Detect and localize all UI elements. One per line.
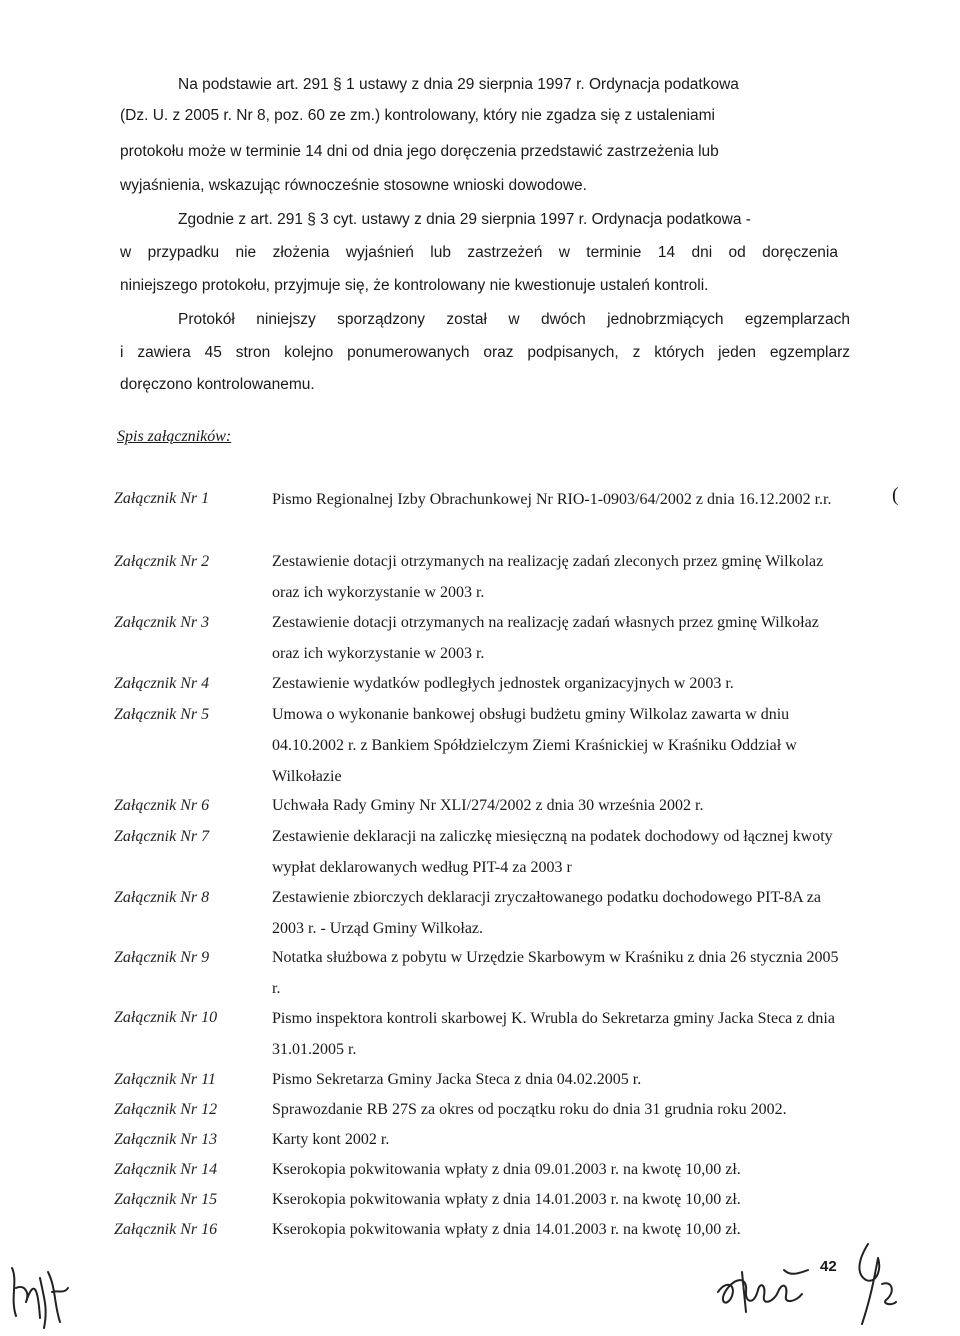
attachment-label: Załącznik Nr 13	[114, 1131, 218, 1148]
attachment-description: Pismo Sekretarza Gminy Jacka Steca z dnia 04.02.2005 r.	[272, 1071, 642, 1088]
attachment-label: Załącznik Nr 15	[114, 1191, 218, 1208]
attachment-label: Załącznik Nr 1	[114, 490, 210, 507]
text-line: doręczono kontrolowanemu.	[120, 376, 315, 393]
attachment-description: Kserokopia pokwitowania wpłaty z dnia 14.01.2003 r. na kwotę 10,00 zł.	[272, 1221, 741, 1238]
attachments-heading: Spis załączników:	[117, 428, 232, 445]
attachment-label: Załącznik Nr 16	[114, 1221, 218, 1238]
text-line: Zgodnie z art. 291 § 3 cyt. ustawy z dnia 29 sierpnia 1997 r. Ordynacja podatkowa -	[178, 211, 751, 228]
attachment-description: Zestawienie zbiorczych deklaracji zryczałtowanego podatku dochodowego PIT-8A za 2003 r. - Urząd Gminy Wilkołaz.	[272, 889, 821, 937]
text-line: i zawiera 45 stron kolejno ponumerowanych oraz podpisanych, z których jeden egzemplarz	[120, 344, 850, 361]
signature-middle	[712, 1262, 822, 1318]
attachment-description: Zestawienie dotacji otrzymanych na realizację zadań własnych przez gminę Wilkołaz oraz ich wykorzystanie w 2003 r.	[272, 614, 819, 662]
margin-mark: (	[892, 484, 899, 506]
attachment-description: Umowa o wykonanie bankowej obsługi budżetu gminy Wilkolaz zawarta w dniu 04.10.2002 r. z Bankiem Spółdzielczym Ziemi Kraśnickiej w Kraśniku Oddział w Wilkołazie	[272, 706, 797, 785]
attachment-description: Pismo Regionalnej Izby Obrachunkowej Nr RIO-1-0903/64/2002 z dnia 16.12.2002 r.r.	[272, 491, 832, 508]
attachment-description: Kserokopia pokwitowania wpłaty z dnia 09.01.2003 r. na kwotę 10,00 zł.	[272, 1161, 741, 1178]
attachment-label: Załącznik Nr 14	[114, 1161, 218, 1178]
attachment-description: Zestawienie deklaracji na zaliczkę miesięczną na podatek dochodowy od łącznej kwoty wypłat deklarowanych według PIT-4 za 2003 r	[272, 828, 833, 876]
page-number: 42	[820, 1258, 837, 1275]
attachment-label: Załącznik Nr 2	[114, 553, 210, 570]
attachment-label: Załącznik Nr 4	[114, 675, 210, 692]
attachment-label: Załącznik Nr 3	[114, 614, 210, 631]
text-line: wyjaśnienia, wskazując równocześnie stosowne wnioski dowodowe.	[120, 177, 587, 194]
signature-right	[848, 1240, 900, 1330]
text-line: protokołu może w terminie 14 dni od dnia jego doręczenia przedstawić zastrzeżenia lub	[120, 143, 719, 160]
attachment-description: Pismo inspektora kontroli skarbowej K. Wrubla do Sekretarza gminy Jacka Steca z dnia 31.01.2005 r.	[272, 1010, 835, 1058]
attachment-label: Załącznik Nr 9	[114, 949, 210, 966]
text-line: Na podstawie art. 291 § 1 ustawy z dnia 29 sierpnia 1997 r. Ordynacja podatkowa	[178, 76, 739, 93]
attachment-label: Załącznik Nr 7	[114, 828, 210, 845]
attachment-description: Uchwała Rady Gminy Nr XLI/274/2002 z dnia 30 września 2002 r.	[272, 797, 704, 814]
attachment-description: Zestawienie wydatków podległych jednostek organizacyjnych w 2003 r.	[272, 675, 734, 692]
attachment-label: Załącznik Nr 10	[114, 1009, 218, 1026]
attachment-label: Załącznik Nr 12	[114, 1101, 218, 1118]
text-line: niniejszego protokołu, przyjmuje się, że kontrolowany nie kwestionuje ustaleń kontroli.	[120, 277, 709, 294]
attachment-description: Notatka służbowa z pobytu w Urzędzie Skarbowym w Kraśniku z dnia 26 stycznia 2005 r.	[272, 949, 839, 997]
text-line: (Dz. U. z 2005 r. Nr 8, poz. 60 ze zm.) kontrolowany, który nie zgadza się z ustaleniami	[120, 107, 715, 124]
attachment-description: Karty kont 2002 r.	[272, 1131, 390, 1148]
attachment-label: Załącznik Nr 5	[114, 706, 210, 723]
attachment-description: Sprawozdanie RB 27S za okres od początku roku do dnia 31 grudnia roku 2002.	[272, 1101, 787, 1118]
attachment-description: Kserokopia pokwitowania wpłaty z dnia 14.01.2003 r. na kwotę 10,00 zł.	[272, 1191, 741, 1208]
text-line: Protokół niniejszy sporządzony został w dwóch jednobrzmiących egzemplarzach	[178, 311, 850, 328]
signature-initials-left	[4, 1258, 74, 1332]
attachment-label: Załącznik Nr 8	[114, 889, 210, 906]
attachment-label: Załącznik Nr 11	[114, 1071, 216, 1088]
text-line: w przypadku nie złożenia wyjaśnień lub zastrzeżeń w terminie 14 dni od doręczenia	[120, 244, 838, 261]
attachment-label: Załącznik Nr 6	[114, 797, 210, 814]
attachment-description: Zestawienie dotacji otrzymanych na realizację zadań zleconych przez gminę Wilkolaz oraz ich wykorzystanie w 2003 r.	[272, 553, 824, 601]
